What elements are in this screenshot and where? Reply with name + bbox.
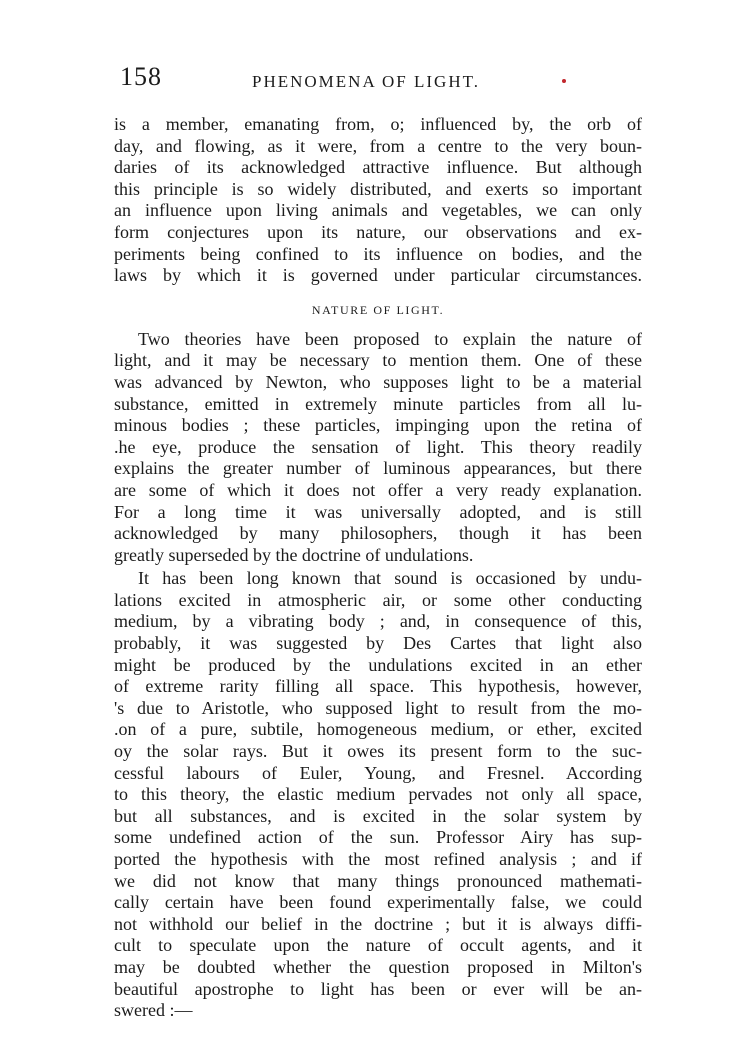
text-line: periments being confined to its influence on bodies, and the — [114, 243, 642, 264]
text-line: explains the greater number of luminous appearances, but there — [114, 458, 642, 479]
text-line: of extreme rarity filling all space. This hypothesis, however, — [114, 676, 642, 697]
text-line: substance, emitted in extremely minute particles from all lu- — [114, 393, 642, 414]
text-line: ported the hypothesis with the most refined analysis ; and if — [114, 849, 642, 869]
page-header — [120, 62, 640, 98]
page-number: 158 — [120, 62, 162, 91]
text-line: .he eye, produce the sensation of light. This theory readily — [114, 436, 642, 457]
text-line: to this theory, the elastic medium pervades not only all space, — [114, 784, 642, 805]
text-line: probably, it was suggested by Des Cartes that light also — [114, 633, 642, 654]
text-line: cult to speculate upon the nature of occult agents, and it — [114, 935, 642, 956]
text-line: an influence upon living animals and vegetables, we can only — [114, 200, 642, 221]
text-line: not withhold our belief in the doctrine ; but it is always diffi- — [114, 913, 642, 934]
text-line: 's due to Aristotle, who supposed light to result from the mo- — [114, 697, 642, 718]
text-line: this principle is so widely distributed, and exerts so important — [114, 178, 642, 199]
text-line: we did not know that many things pronounced mathemati- — [114, 870, 642, 891]
paragraph-3 — [114, 568, 642, 1021]
text-line: was advanced by Newton, who supposes light to be a material — [114, 371, 642, 392]
text-line: oy the solar rays. But it owes its present form to the suc- — [114, 741, 642, 762]
text-line: .on of a pure, subtile, homogeneous medium, or ether, excited — [114, 719, 642, 740]
ink-speck — [562, 79, 566, 83]
text-line: It has been long known that sound is occasioned by undu- — [138, 568, 642, 589]
text-line: cessful labours of Euler, Young, and Fresnel. According — [114, 762, 642, 783]
text-line: but all substances, and is excited in the solar system by — [114, 805, 642, 826]
running-title: PHENOMENA OF LIGHT. — [252, 72, 480, 91]
text-line: For a long time it was universally adopted, and is still — [114, 501, 642, 522]
text-line: Two theories have been proposed to explain the nature of — [138, 328, 642, 349]
text-line: some undefined action of the sun. Professor Airy has sup- — [114, 827, 642, 848]
text-line: light, and it may be necessary to mention them. One of these — [114, 350, 642, 371]
text-line: cally certain have been found experimentally false, we could — [114, 892, 642, 913]
text-line: daries of its acknowledged attractive influence. But although — [114, 157, 642, 178]
text-line: might be produced by the undulations excited in an ether — [114, 654, 642, 675]
paragraph-1 — [114, 114, 642, 287]
text-line: day, and flowing, as it were, from a centre to the very boun- — [114, 135, 642, 156]
text-line: may be doubted whether the question proposed in Milton's — [114, 956, 642, 977]
text-line: greatly superseded by the doctrine of undulations. — [114, 544, 474, 565]
text-line: is a member, emanating from, o; influenced by, the orb of — [114, 114, 642, 134]
text-line: laws by which it is governed under particular circumstances. — [114, 265, 642, 286]
text-line: acknowledged by many philosophers, though it has been — [114, 523, 642, 544]
text-line: are some of which it does not offer a very ready explanation. — [114, 479, 642, 500]
text-line: medium, by a vibrating body ; and, in consequence of this, — [114, 611, 642, 632]
text-line: minous bodies ; these particles, impinging upon the retina of — [114, 415, 642, 436]
paragraph-2 — [114, 329, 642, 567]
section-heading: NATURE OF LIGHT. — [311, 302, 445, 317]
text-line: lations excited in atmospheric air, or some other conducting — [114, 589, 642, 610]
body-text — [114, 114, 642, 1022]
text-line: form conjectures upon its nature, our observations and ex- — [114, 221, 642, 242]
text-line: swered :— — [114, 1000, 193, 1021]
text-line: beautiful apostrophe to light has been or ever will be an- — [114, 978, 642, 999]
